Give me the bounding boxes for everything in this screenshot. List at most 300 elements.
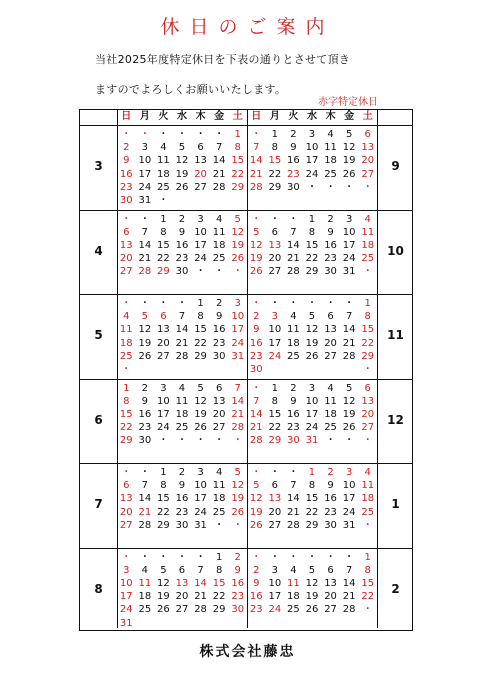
day-cell: 7	[290, 480, 297, 492]
weekday-right-2: 火	[288, 111, 299, 122]
day-cell: 27	[361, 168, 375, 180]
day-cell: 14	[287, 493, 300, 505]
day-cell: 12	[342, 142, 356, 154]
day-cell: 27	[157, 350, 170, 362]
day-cell: 1	[308, 213, 316, 225]
day-cell: 18	[212, 239, 226, 251]
day-cell: 25	[138, 604, 152, 616]
day-cell: 15	[268, 155, 282, 167]
day-cell: ・	[288, 467, 299, 478]
day-cell: 11	[324, 395, 337, 407]
day-cell: 19	[194, 408, 207, 420]
day-cell: ・	[288, 298, 299, 309]
day-cell: 23	[175, 253, 189, 265]
intro-line-2: ますのでよろしくお願いいたします。	[95, 83, 287, 96]
day-cell: 2	[141, 382, 149, 394]
day-cell: 19	[305, 337, 319, 349]
day-cell: 13	[175, 577, 189, 589]
day-cell: 12	[342, 395, 356, 407]
day-cell: 18	[212, 493, 226, 505]
day-cell: 30	[212, 350, 226, 362]
day-cell: 6	[160, 311, 167, 323]
day-cell: 27	[119, 519, 133, 531]
day-cell: 27	[119, 266, 133, 278]
day-cell: 13	[212, 395, 226, 407]
day-cell: 4	[290, 311, 297, 323]
day-cell: 10	[138, 155, 152, 167]
day-cell: ・	[176, 129, 187, 140]
day-cell: 16	[175, 493, 189, 505]
day-cell: 5	[197, 382, 204, 394]
day-cell: 8	[215, 564, 223, 576]
day-cell: 7	[290, 226, 297, 238]
day-cell: 12	[157, 577, 170, 589]
day-cell: 4	[364, 467, 371, 478]
day-cell: 6	[215, 382, 223, 394]
day-cell: 1	[215, 551, 223, 563]
grid-hline	[80, 548, 412, 549]
weekday-left-1: 月	[139, 111, 150, 122]
day-cell: 30	[324, 519, 337, 531]
day-cell: 21	[138, 506, 152, 518]
day-cell: 28	[231, 422, 245, 434]
day-cell: 16	[324, 493, 337, 505]
day-cell: 7	[234, 382, 241, 394]
day-cell: 10	[268, 577, 282, 589]
day-cell: 31	[231, 350, 245, 362]
day-cell: ・	[158, 551, 169, 563]
weekday-right-5: 金	[344, 111, 355, 122]
month-label-4: 4	[94, 243, 103, 258]
day-cell: 22	[231, 168, 245, 180]
month-label-5: 5	[94, 328, 103, 343]
day-cell: 27	[324, 604, 337, 616]
day-cell: 5	[160, 564, 167, 576]
day-cell: 27	[268, 266, 282, 278]
day-cell: 24	[119, 604, 133, 616]
day-cell: ・	[195, 266, 206, 278]
day-cell: 5	[178, 142, 186, 154]
day-cell: 20	[324, 337, 337, 349]
weekday-left-4: 木	[195, 111, 206, 122]
day-cell: 5	[253, 480, 260, 492]
day-cell: 1	[271, 382, 279, 394]
day-cell: ・	[251, 213, 262, 225]
day-cell: ・	[362, 181, 373, 193]
day-cell: 5	[253, 226, 260, 238]
day-cell: 14	[138, 239, 152, 251]
day-cell: 7	[253, 395, 260, 407]
day-cell: 3	[234, 298, 241, 309]
day-cell: 5	[345, 382, 353, 394]
day-cell: 11	[324, 142, 337, 154]
day-cell: 15	[361, 577, 375, 589]
day-cell: 20	[194, 168, 207, 180]
day-cell: ・	[195, 551, 206, 563]
day-cell: ・	[325, 551, 336, 563]
day-cell: ・	[325, 181, 336, 193]
day-cell: 12	[249, 239, 263, 251]
day-cell: 6	[123, 480, 130, 492]
day-cell: ・	[121, 467, 132, 478]
day-cell: 28	[287, 519, 300, 531]
day-cell: 30	[119, 195, 133, 206]
day-cell: 23	[324, 506, 337, 518]
day-cell: 18	[138, 591, 152, 603]
day-cell: ・	[269, 298, 280, 309]
day-cell: 23	[138, 422, 152, 434]
day-cell: 22	[361, 337, 375, 349]
day-cell: 3	[197, 467, 204, 478]
day-cell: 21	[249, 168, 263, 180]
day-cell: ・	[195, 129, 206, 140]
day-cell: 24	[231, 337, 245, 349]
day-cell: 5	[141, 311, 149, 323]
day-cell: 29	[268, 181, 282, 193]
day-cell: ・	[288, 551, 299, 563]
day-cell: 1	[123, 382, 130, 394]
day-cell: 17	[342, 493, 356, 505]
day-cell: 8	[364, 564, 371, 576]
day-cell: 6	[271, 480, 279, 492]
day-cell: 24	[268, 350, 282, 362]
day-cell: 29	[305, 266, 319, 278]
day-cell: 28	[138, 266, 152, 278]
weekday-left-6: 土	[232, 111, 243, 122]
day-cell: 16	[249, 591, 263, 603]
weekday-right-3: 水	[306, 111, 317, 122]
day-cell: 28	[249, 435, 263, 447]
day-cell: 18	[324, 155, 337, 167]
day-cell: 11	[361, 480, 375, 492]
holiday-calendar	[79, 109, 413, 631]
weekday-left-5: 金	[214, 111, 225, 122]
day-cell: 28	[342, 604, 356, 616]
day-cell: 2	[178, 467, 186, 478]
day-cell: 1	[308, 467, 316, 478]
day-cell: 19	[175, 168, 189, 180]
day-cell: ・	[139, 551, 150, 563]
day-cell: 23	[175, 506, 189, 518]
day-cell: ・	[232, 266, 243, 278]
day-cell: ・	[176, 298, 187, 309]
day-cell: ・	[269, 551, 280, 563]
day-cell: 11	[287, 324, 300, 336]
weekday-right-0: 日	[251, 111, 262, 122]
day-cell: 13	[157, 324, 170, 336]
day-cell: ・	[176, 435, 187, 447]
day-cell: 26	[231, 506, 245, 518]
day-cell: 30	[287, 435, 300, 447]
day-cell: ・	[121, 213, 132, 225]
day-cell: 22	[305, 506, 319, 518]
weekday-right-6: 土	[362, 111, 373, 122]
day-cell: 20	[175, 591, 189, 603]
day-cell: 16	[119, 168, 133, 180]
day-cell: 24	[342, 253, 356, 265]
day-cell: ・	[306, 298, 317, 309]
day-cell: 15	[305, 239, 319, 251]
day-cell: 26	[305, 604, 319, 616]
day-cell: 23	[212, 337, 226, 349]
grid-hline	[80, 379, 412, 380]
day-cell: 14	[231, 395, 245, 407]
day-cell: 28	[194, 604, 207, 616]
day-cell: 27	[361, 422, 375, 434]
day-cell: 4	[141, 564, 149, 576]
day-cell: 21	[138, 253, 152, 265]
day-cell: 22	[268, 422, 282, 434]
day-cell: ・	[288, 213, 299, 225]
day-cell: 25	[157, 181, 170, 193]
day-cell: 31	[194, 519, 207, 531]
day-cell: 19	[342, 408, 356, 420]
day-cell: 4	[215, 467, 223, 478]
day-cell: 15	[231, 155, 245, 167]
day-cell: 25	[175, 422, 189, 434]
day-cell: 10	[268, 324, 282, 336]
month-label-1: 1	[391, 497, 400, 512]
month-label-6: 6	[94, 412, 103, 427]
day-cell: 20	[361, 408, 375, 420]
day-cell: 29	[119, 435, 133, 447]
day-cell: 15	[119, 408, 133, 420]
day-cell: 13	[361, 395, 375, 407]
day-cell: 6	[197, 142, 204, 154]
day-cell: ・	[344, 298, 355, 309]
day-cell: 11	[287, 577, 300, 589]
day-cell: ・	[158, 298, 169, 309]
day-cell: 4	[160, 142, 167, 154]
day-cell: 4	[290, 564, 297, 576]
day-cell: 2	[290, 129, 297, 140]
day-cell: 2	[123, 142, 130, 154]
day-cell: 14	[175, 324, 189, 336]
day-cell: 28	[138, 519, 152, 531]
day-cell: 3	[141, 142, 149, 154]
day-cell: 13	[324, 324, 337, 336]
day-cell: 21	[231, 408, 245, 420]
day-cell: 10	[342, 480, 356, 492]
day-cell: 18	[287, 337, 300, 349]
day-cell: 10	[119, 577, 133, 589]
day-cell: 2	[327, 467, 334, 478]
day-cell: ・	[362, 604, 373, 616]
day-cell: 31	[342, 266, 356, 278]
day-cell: 22	[361, 591, 375, 603]
day-cell: 8	[271, 395, 279, 407]
day-cell: 17	[194, 239, 207, 251]
grid-hline	[80, 294, 412, 295]
day-cell: 14	[138, 493, 152, 505]
day-cell: 25	[324, 422, 337, 434]
day-cell: 19	[249, 506, 263, 518]
day-cell: ・	[121, 551, 132, 563]
month-label-3: 3	[94, 159, 103, 174]
day-cell: ・	[121, 129, 132, 140]
day-cell: ・	[158, 435, 169, 447]
day-cell: 28	[249, 181, 263, 193]
day-cell: 18	[175, 408, 189, 420]
day-cell: 20	[212, 408, 226, 420]
day-cell: 13	[119, 493, 133, 505]
day-cell: 24	[138, 181, 152, 193]
day-cell: 15	[157, 239, 170, 251]
day-cell: 6	[364, 129, 371, 140]
day-cell: 11	[175, 395, 189, 407]
day-cell: 7	[178, 311, 186, 323]
day-cell: ・	[362, 266, 373, 278]
day-cell: 24	[342, 506, 356, 518]
day-cell: 25	[119, 350, 133, 362]
day-cell: 2	[215, 298, 223, 309]
day-cell: 15	[361, 324, 375, 336]
day-cell: ・	[269, 213, 280, 225]
day-cell: 15	[194, 324, 207, 336]
day-cell: 2	[253, 311, 260, 323]
day-cell: 11	[361, 226, 375, 238]
weekday-left-2: 火	[158, 111, 169, 122]
day-cell: ・	[306, 551, 317, 563]
day-cell: 30	[138, 435, 152, 447]
day-cell: 23	[287, 422, 300, 434]
day-cell: 19	[231, 239, 245, 251]
day-cell: 1	[271, 129, 279, 140]
day-cell: ・	[344, 435, 355, 447]
day-cell: 2	[234, 551, 241, 563]
holiday-legend: 赤字特定休日	[318, 97, 378, 108]
day-cell: 21	[342, 591, 356, 603]
day-cell: 17	[305, 408, 319, 420]
day-cell: 26	[342, 422, 356, 434]
day-cell: 4	[327, 382, 334, 394]
day-cell: 1	[234, 129, 241, 140]
day-cell: 15	[268, 408, 282, 420]
day-cell: 8	[271, 142, 279, 154]
day-cell: 9	[290, 395, 297, 407]
day-cell: 21	[194, 591, 207, 603]
day-cell: 16	[249, 337, 263, 349]
day-cell: 9	[327, 226, 334, 238]
day-cell: 14	[342, 577, 356, 589]
day-cell: 9	[215, 311, 223, 323]
day-cell: 23	[249, 604, 263, 616]
day-cell: 13	[361, 142, 375, 154]
day-cell: 25	[287, 604, 300, 616]
day-cell: 22	[119, 422, 133, 434]
day-cell: ・	[214, 435, 225, 447]
day-cell: 1	[160, 467, 167, 478]
day-cell: ・	[269, 467, 280, 478]
day-cell: 8	[364, 311, 371, 323]
day-cell: 4	[123, 311, 130, 323]
day-cell: 25	[212, 253, 226, 265]
day-cell: ・	[214, 266, 225, 278]
day-cell: 6	[327, 564, 334, 576]
day-cell: 3	[271, 564, 279, 576]
day-cell: 3	[271, 311, 279, 323]
company-name: 株式会社藤忠	[199, 644, 296, 660]
day-cell: 11	[157, 155, 170, 167]
day-cell: 23	[287, 168, 300, 180]
day-cell: ・	[214, 519, 225, 531]
day-cell: 4	[178, 382, 186, 394]
day-cell: ・	[121, 364, 132, 375]
day-cell: 13	[324, 577, 337, 589]
day-cell: 17	[342, 239, 356, 251]
day-cell: 16	[287, 408, 300, 420]
day-cell: 29	[157, 266, 170, 278]
day-cell: 9	[327, 480, 334, 492]
day-cell: 30	[175, 266, 189, 278]
day-cell: 5	[234, 213, 241, 225]
day-cell: 4	[327, 129, 334, 140]
day-cell: 21	[249, 422, 263, 434]
day-cell: ・	[325, 435, 336, 447]
day-cell: 29	[268, 435, 282, 447]
day-cell: 17	[268, 337, 282, 349]
day-cell: 5	[308, 564, 316, 576]
day-cell: ・	[251, 382, 262, 394]
day-cell: ・	[325, 298, 336, 309]
day-cell: 20	[157, 337, 170, 349]
day-cell: 12	[175, 155, 189, 167]
day-cell: 19	[231, 493, 245, 505]
day-cell: 3	[308, 382, 316, 394]
day-cell: 22	[268, 168, 282, 180]
day-cell: ・	[232, 435, 243, 447]
day-cell: 5	[234, 467, 241, 478]
day-cell: 24	[268, 604, 282, 616]
day-cell: 14	[249, 155, 263, 167]
day-cell: 25	[361, 253, 375, 265]
day-cell: 6	[327, 311, 334, 323]
day-cell: 30	[249, 364, 263, 375]
day-cell: 1	[160, 213, 167, 225]
day-cell: 20	[361, 155, 375, 167]
day-cell: ・	[139, 213, 150, 225]
day-cell: 18	[287, 591, 300, 603]
day-cell: 11	[138, 577, 152, 589]
month-label-9: 9	[391, 159, 400, 174]
day-cell: 24	[305, 422, 319, 434]
day-cell: 27	[212, 422, 226, 434]
day-cell: 9	[234, 564, 241, 576]
day-cell: 26	[249, 519, 263, 531]
day-cell: ・	[176, 551, 187, 563]
day-cell: 26	[249, 266, 263, 278]
month-label-8: 8	[94, 581, 103, 596]
day-cell: 10	[342, 226, 356, 238]
day-cell: ・	[344, 551, 355, 563]
day-cell: 24	[194, 506, 207, 518]
day-cell: 26	[305, 350, 319, 362]
day-cell: 20	[119, 253, 133, 265]
day-cell: 13	[194, 155, 207, 167]
day-cell: 8	[160, 226, 167, 238]
day-cell: 22	[157, 506, 170, 518]
day-cell: 22	[305, 253, 319, 265]
day-cell: 20	[119, 506, 133, 518]
weekday-right-4: 木	[325, 111, 336, 122]
day-cell: 15	[212, 577, 226, 589]
day-cell: ・	[139, 129, 150, 140]
day-cell: 21	[212, 168, 226, 180]
day-cell: 20	[268, 506, 282, 518]
day-cell: 30	[231, 604, 245, 616]
day-cell: 7	[345, 311, 353, 323]
day-cell: 18	[361, 493, 375, 505]
